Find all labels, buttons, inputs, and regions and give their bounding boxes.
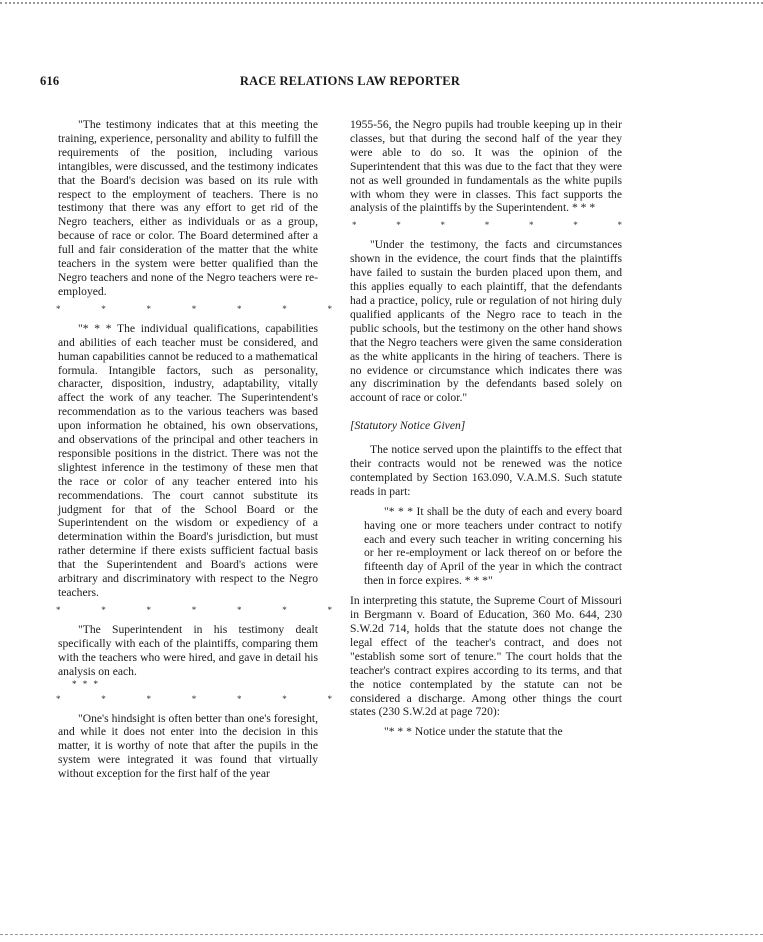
right-paragraph-5: In interpreting this statute, the Supreme Court of Missouri in Bergmann v. Board of Education, 360 Mo. 644, 230 S.W.2d 714, holds that the statute does not change the legal effect of the teacher's contract, and does not "establish some sort of tenure." The court holds that the teacher's contract expires according to its terms, and that the notice contemplated by the statute can not be considered a discharge. Among other things the court states (230 S.W.2d at page 720): [350,594,622,719]
statute-quote: "* * * It shall be the duty of each and every board having one or more teachers under contract to notify each and every such teacher in writing concerning his or her re-employment or lack thereof on or before the fifteenth day of April of the year in which the contract then in force expires. * * *" [364,504,622,588]
page-header [40,74,660,92]
right-paragraph-2: "Under the testimony, the facts and circumstances shown in the evidence, the court finds that the plaintiffs have failed to sustain the burden placed upon them, and this applies equally to each plaintiff, that the defendants had a practice, policy, rule or regulation of not hiring duly qualified applicants of the Negro race to teach in the public schools, but the testimony on the other hand shows that the Negro teachers were given the same consideration as the white applicants in the hiring of teachers. There is no evidence or circumstance which indicates there was any discrimination by the defendants based solely on account of race or color." [350,238,622,405]
ellipsis-stars-3b: * * * * * * * [56,693,332,704]
right-paragraph-1: 1955-56, the Negro pupils had trouble keeping up in their classes, but that during the second half of the year they were able to do so. It was the opinion of the Superintendent that this was due to the fact that they were not as well grounded in fundamentals as the white pupils with whom they were in classes. This fact supports the analysis of the plaintiffs by the Superintendent. * * * [350,118,622,215]
left-paragraph-2: "* * * The individual qualifications, capabilities and abilities of each teacher must be considered, and human capabilities cannot be reduced to a mathematical formula. Intangible factors, such as personality, character, disposition, industry, adaptability, vitally affect the work of any teacher. The Superintendent's recommendation as to the various teachers was based upon information he obtained, his own observations, and observations of the principal and other teachers in responsible positions in the district. There was not the slightest inference in the testimony of these men that the race or color of any teacher entered into his recommendations. The court cannot substitute its judgment for that of the School Board or the Superintendent on the wisdom or expediency of a determination within the Board's jurisdiction, but must rather determine if there exists sufficient factual basis that the Superintendent and Board's actions were arbitrary and discriminatory with respect to the Negro teachers. [58,321,318,599]
ellipsis-stars-2: * * * * * * * [56,604,332,615]
page-number: 616 [40,74,60,88]
right-paragraph-3: The notice served upon the plaintiffs to the effect that their contracts would not be renewed was the notice contemplated by Section 163.090, V.A.M.S. Such statute reads in part: [350,443,622,498]
running-head: RACE RELATIONS LAW REPORTER [239,74,461,88]
left-column [56,118,332,781]
left-paragraph-4: "One's hindsight is often better than one's foresight, and while it does not enter into the decision in this matter, it is worthy of note that after the pupils in the system were integrated it was found that virtually without exception for the first half of the year [58,711,318,781]
right-paragraph-6: "* * * Notice under the statute that the [384,725,563,739]
top-dotted-rule [0,2,763,4]
ellipsis-stars-1: * * * * * * * [56,303,332,314]
ellipsis-stars-3a: * * * [72,678,100,689]
ellipsis-stars-right-1: * * * * * * * [352,220,622,231]
left-paragraph-3: "The Superintendent in his testimony dealt specifically with each of the plaintiffs, comparing them with the teachers who were hired, and gave in detail his analysis on each. [58,622,318,678]
bottom-dashed-rule [0,934,763,935]
section-subheading: [Statutory Notice Given] [350,419,466,433]
left-paragraph-1: "The testimony indicates that at this meeting the training, experience, personality and ability to fulfill the requirements of the position, including various intangibles, were discussed, and the testimony indicates that the Board's decision was based on its rule with respect to the employment of teachers. There is no testimony that there was any effort to get rid of the Negro teachers, either as individuals or as a group, because of race or color. The Board determined after a full and fair consideration of the matter that the white teachers in the system were better qualified than the Negro teachers and none of the Negro teachers were re-employed. [58,118,318,298]
right-column [350,118,622,739]
